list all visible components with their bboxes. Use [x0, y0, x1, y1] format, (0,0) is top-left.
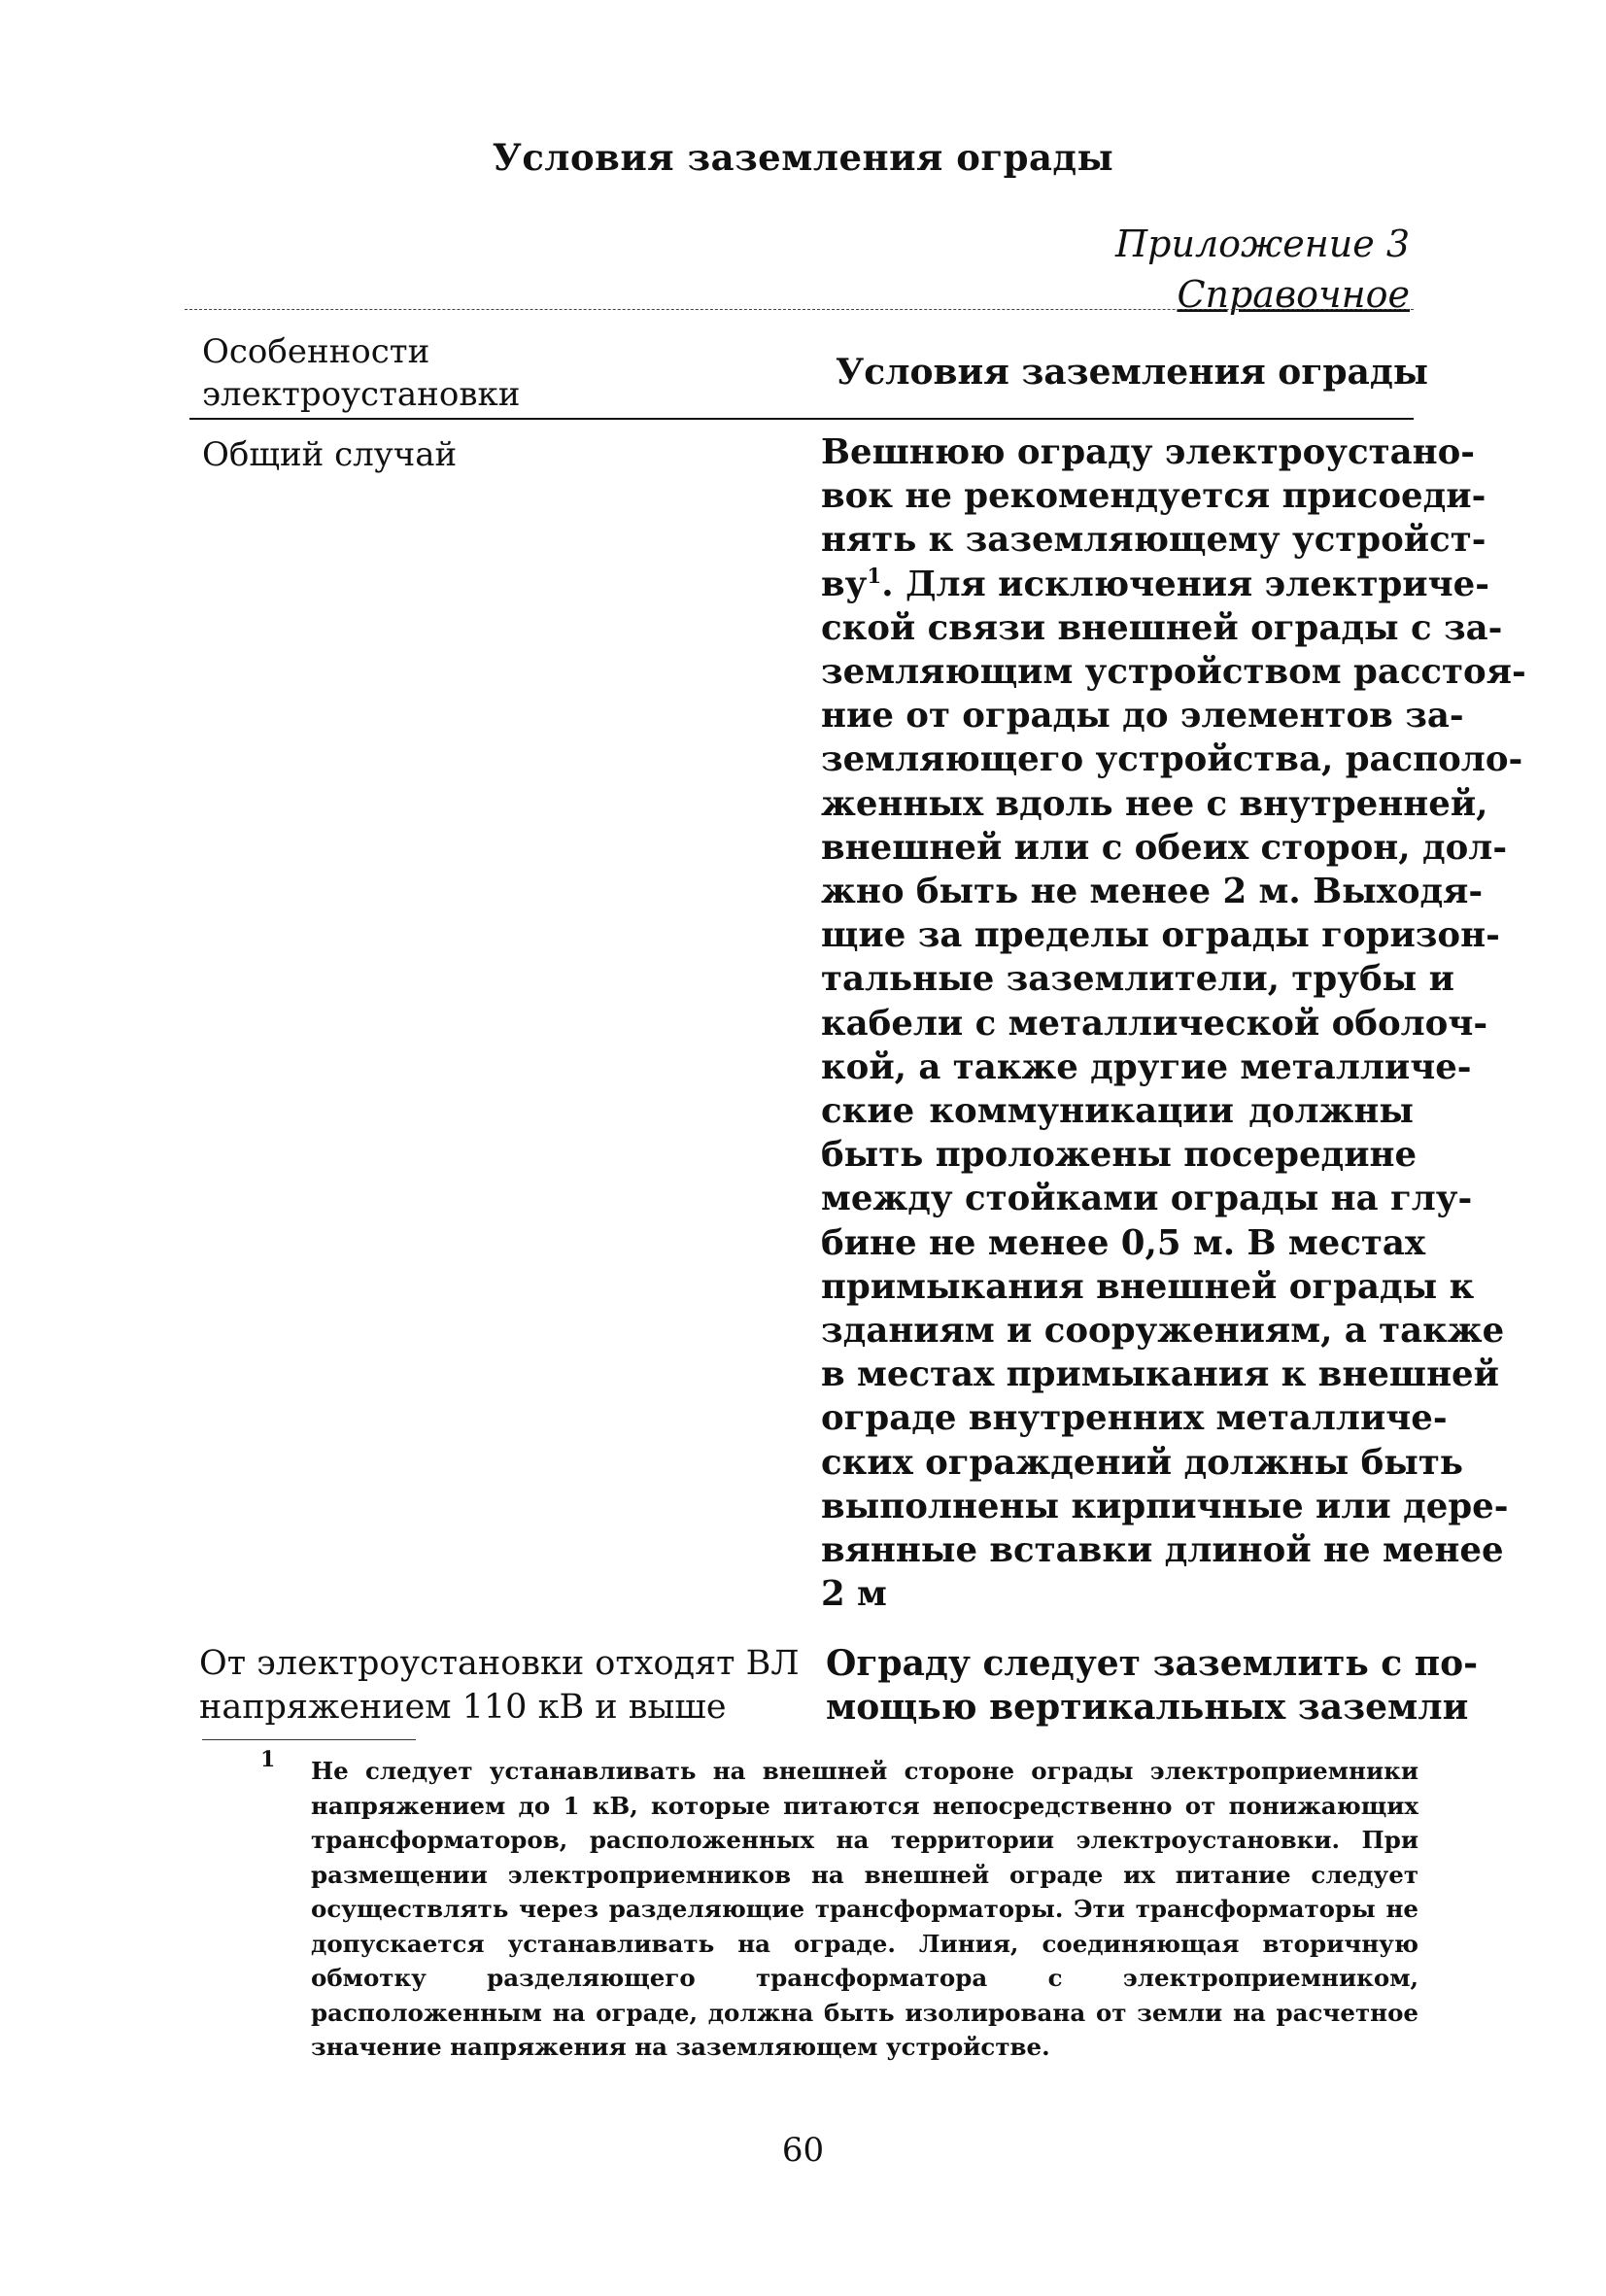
header-left-line1: Особенности	[202, 332, 430, 371]
appendix-label-block	[1115, 219, 1410, 320]
row1-line: тальные заземлители, трубы и	[821, 959, 1454, 1000]
row1-line: зданиям и сооружениям, а также	[821, 1311, 1505, 1352]
row1-line: вок не рекомендуется присоеди-	[821, 476, 1486, 517]
page-number: 60	[781, 2131, 825, 2170]
row1-line: ние от ограды до элементов за-	[821, 696, 1464, 737]
row1-line: ские коммуникации должны	[821, 1091, 1414, 1132]
row1-line: между стойками ограды на глу-	[821, 1179, 1473, 1219]
row2-feature-cell	[199, 1642, 806, 1730]
table-header-rule	[189, 418, 1414, 420]
footnote-line: допускается устанавливать на ограде. Линия, соединяющая вторичную	[311, 1929, 1418, 1958]
row1-feature-cell: Общий случай	[202, 435, 458, 474]
row1-line: примыкания внешней ограды к	[821, 1266, 1475, 1307]
row1-line: кабели с металлической оболоч-	[821, 1003, 1488, 1044]
row1-line: ской связи внешней ограды с за-	[821, 607, 1503, 648]
footnote-line: обмотку разделяющего трансформатора с электроприемником,	[311, 1964, 1418, 1992]
row1-line: ских ограждений должны быть	[821, 1442, 1463, 1483]
row1-line: быть проложены посередине	[821, 1135, 1418, 1176]
header-left-line2: электроустановки	[202, 375, 521, 414]
row1-line: выполнены кирпичные или дере-	[821, 1486, 1509, 1526]
row1-line: щие за пределы ограды горизон-	[821, 915, 1500, 956]
appendix-label: Приложение 3	[1115, 223, 1410, 265]
footnote-mark: 1	[260, 1747, 276, 1772]
row1-line-part: . Для исключения электриче-	[881, 564, 1489, 604]
row1-line: женных вдоль нее с внутренней,	[821, 783, 1488, 824]
page-title: Условия заземления ограды	[492, 136, 1114, 179]
row1-line: кой, а также другие металличе-	[821, 1046, 1472, 1087]
table-header-left	[202, 330, 707, 416]
row1-condition-cell	[821, 430, 1526, 1616]
row1-line-with-footnote	[821, 563, 1489, 606]
row1-line: в местах примыкания к внешней	[821, 1354, 1499, 1395]
row2-feature-line1: От электроустановки отходят ВЛ	[199, 1644, 800, 1683]
appendix-type: Справочное	[1177, 273, 1410, 316]
row1-line-part: ву	[821, 564, 868, 604]
footnote-line: Не следует устанавливать на внешней стороне ограды электроприемники	[311, 1757, 1418, 1785]
row1-line: 2 м	[821, 1574, 887, 1615]
row1-line: жно быть не менее 2 м. Выходя-	[821, 872, 1484, 912]
row2-condition-line2: мощью вертикальных заземли	[826, 1687, 1469, 1728]
table-top-rule	[185, 309, 1414, 310]
footnote-line: размещении электроприемников на внешней ограде их питание следует	[311, 1860, 1418, 1889]
row1-line: ограде внутренних металличе-	[821, 1398, 1448, 1439]
footnote-reference: 1	[867, 564, 882, 589]
row1-line: Вешнюю ограду электроустано-	[821, 432, 1475, 472]
footnote-line: значение напряжения на заземляющем устройстве.	[311, 2033, 1050, 2061]
footnote-line: осуществлять через разделяющие трансформаторы. Эти трансформаторы не	[311, 1895, 1418, 1923]
footnote-line: расположенным на ограде, должна быть изолирована от земли на расчетное	[311, 1998, 1418, 2027]
footnote-line: напряжением до 1 кВ, которые питаются непосредственно от понижающих	[311, 1791, 1418, 1820]
footnote-line: трансформаторов, расположенных на территории электроустановки. При	[311, 1826, 1418, 1854]
row2-condition-line1: Ограду следует заземлить с по-	[826, 1643, 1479, 1684]
footnote-text	[311, 1754, 1418, 2065]
row1-line: земляющего устройства, располо-	[821, 739, 1523, 780]
row1-line: вянные вставки длиной не менее	[821, 1530, 1504, 1571]
row1-line: внешней или с обеих сторон, дол-	[821, 827, 1508, 868]
row2-condition-cell	[826, 1642, 1479, 1730]
table-header-right: Условия заземления ограды	[836, 352, 1428, 393]
row1-line: земляющим устройством расстоя-	[821, 652, 1526, 693]
footnote-rule	[202, 1739, 416, 1740]
row2-feature-line2: напряжением 110 кВ и выше	[199, 1688, 727, 1727]
row1-line: бине не менее 0,5 м. В местах	[821, 1222, 1426, 1263]
row1-line: нять к заземляющему устройст-	[821, 520, 1486, 561]
